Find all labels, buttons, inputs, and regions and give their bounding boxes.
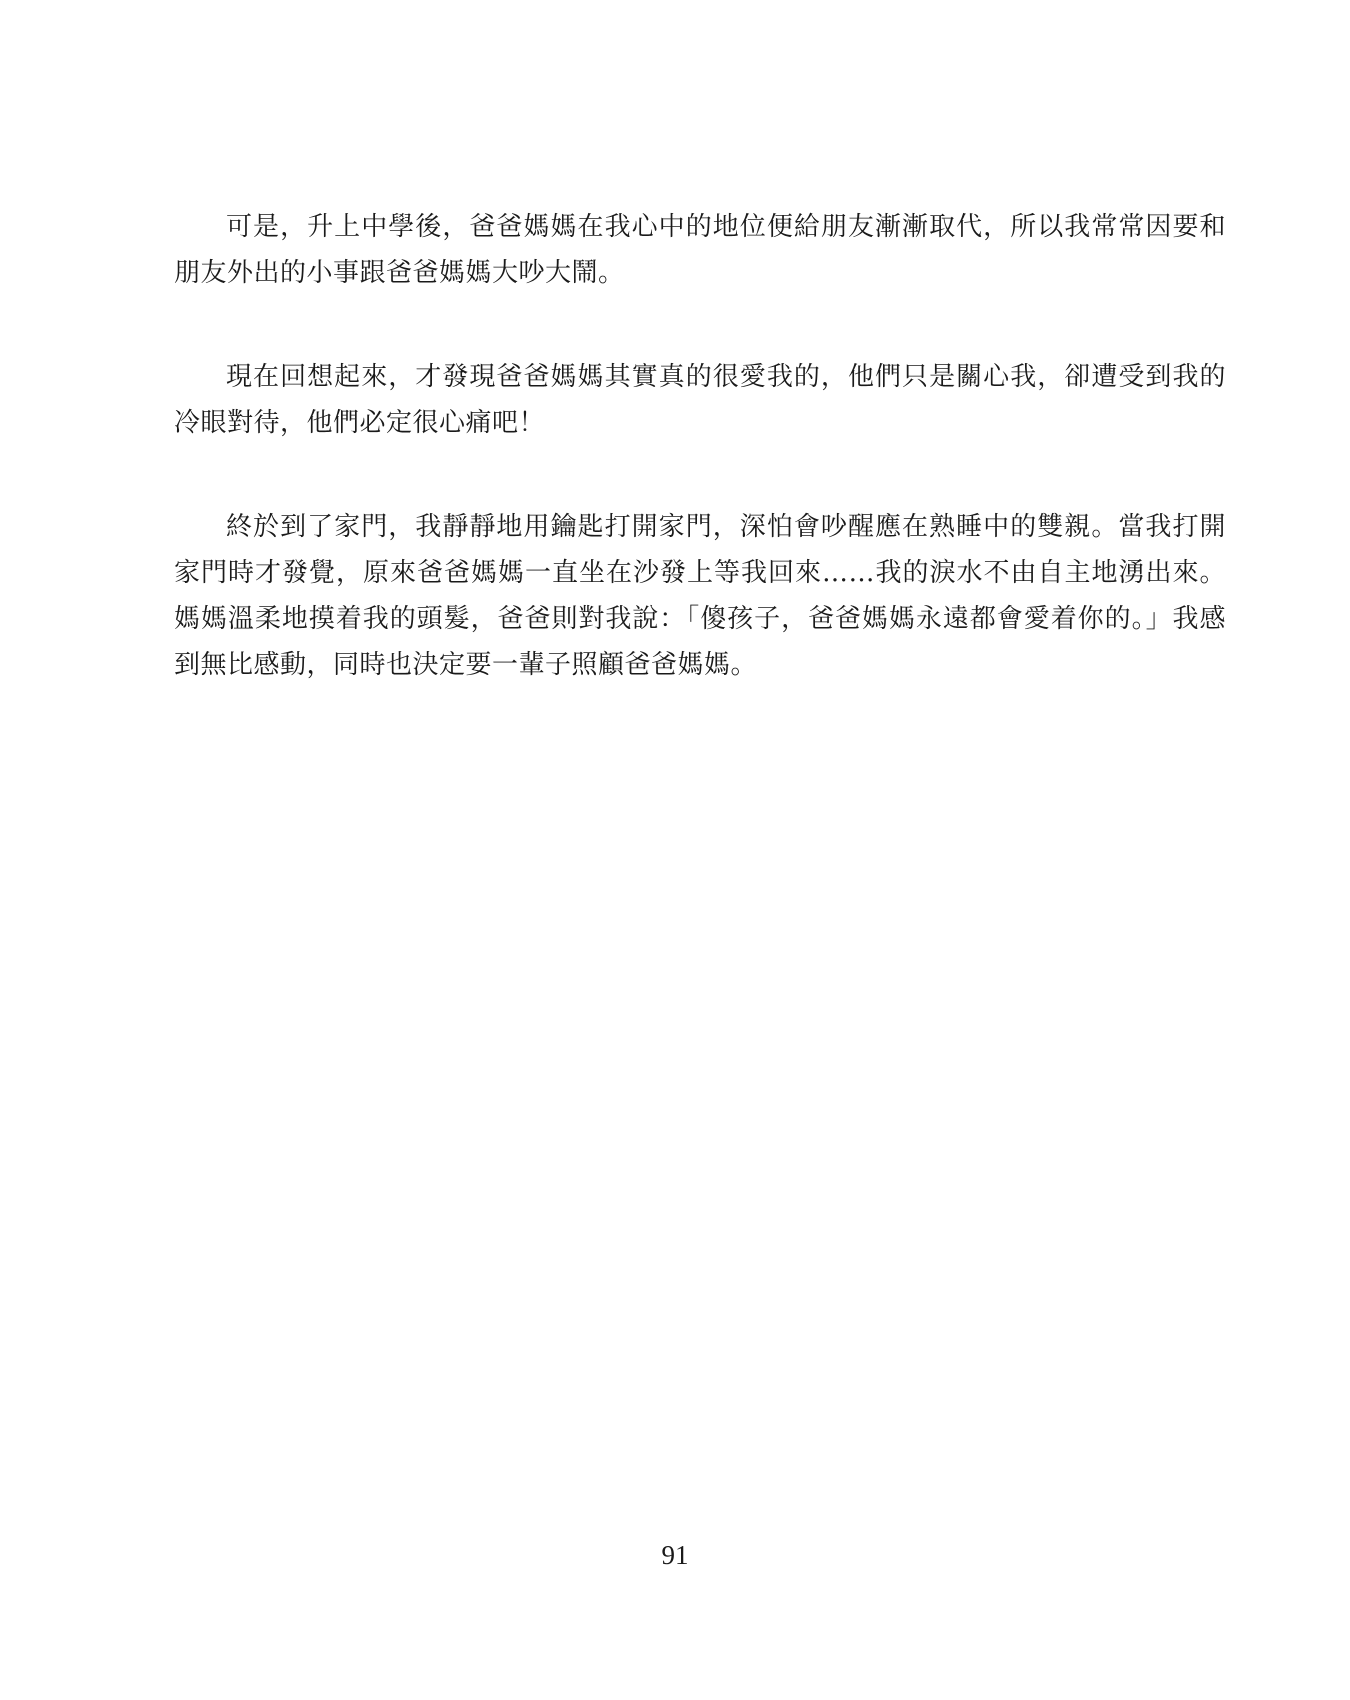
page-number: 91 — [661, 1540, 689, 1570]
body-text — [174, 204, 1226, 746]
paragraph-1: 可是，升上中學後，爸爸媽媽在我心中的地位便給朋友漸漸取代，所以我常常因要和朋友外出的小事跟爸爸媽媽大吵大鬧。 — [174, 212, 1226, 288]
paragraph-2: 現在回想起來，才發現爸爸媽媽其實真的很愛我的，他們只是關心我，卻遭受到我的冷眼對待，他們必定很心痛吧！ — [174, 362, 1226, 438]
paragraph-3: 終於到了家門，我靜靜地用鑰匙打開家門，深怕會吵醒應在熟睡中的雙親。當我打開家門時才發覺，原來爸爸媽媽一直坐在沙發上等我回來……我的淚水不由自主地湧出來。媽媽溫柔地摸着我的頭髮，爸爸則對我說：「傻孩子，爸爸媽媽永遠都會愛着你的。」我感到無比感動，同時也決定要一輩子照顧爸爸媽媽。 — [174, 512, 1226, 680]
